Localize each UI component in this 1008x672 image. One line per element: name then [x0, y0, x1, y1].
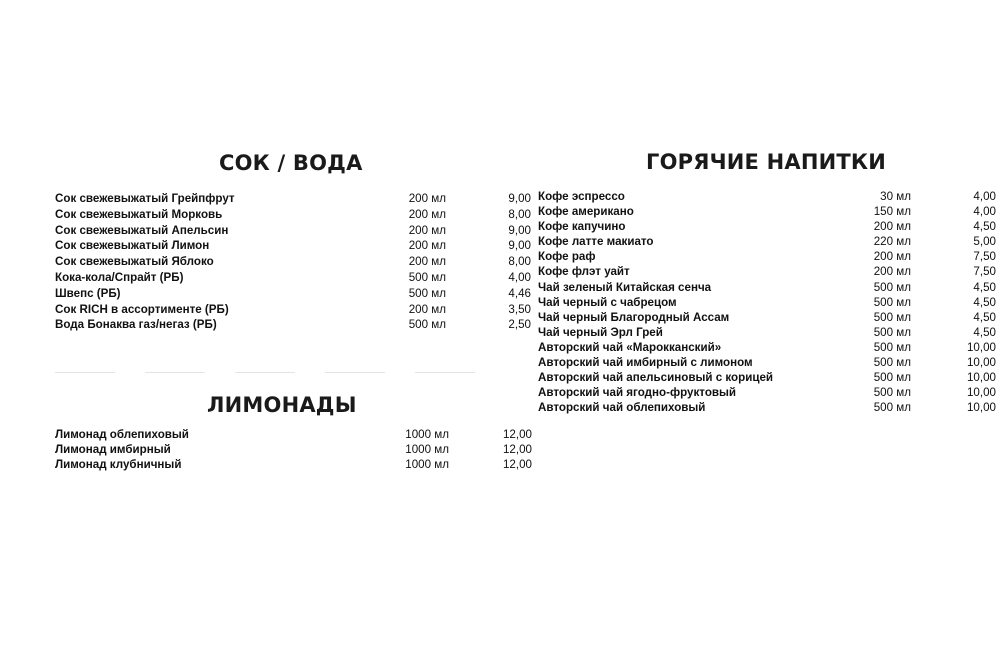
item-volume: 500 мл: [408, 286, 446, 300]
item-volume: 1000 мл: [405, 443, 449, 457]
item-volume: 30 мл: [880, 190, 911, 203]
item-price: 4,50: [973, 325, 996, 339]
menu-item-row: [55, 302, 531, 319]
item-price: 4,50: [973, 220, 996, 234]
item-price: 4,50: [973, 295, 996, 309]
item-name: Чай зеленый Китайская сенча: [538, 280, 712, 294]
item-price: 12,00: [502, 458, 532, 472]
item-name: Сок свежевыжатый Лимон: [55, 239, 210, 253]
item-price: 10,00: [966, 401, 996, 415]
item-name: Чай черный Эрл Грей: [538, 325, 663, 339]
item-price: 5,00: [973, 235, 996, 249]
item-volume: 500 мл: [873, 280, 911, 294]
item-price: 8,00: [508, 255, 531, 269]
lemonade-menu-list: [55, 428, 532, 474]
item-name: Лимонад имбирный: [55, 443, 171, 457]
item-name: Авторский чай апельсиновый с корицей: [538, 371, 774, 385]
item-volume: 200 мл: [873, 250, 911, 264]
item-price: 4,46: [508, 286, 531, 300]
item-price: 8,00: [508, 207, 531, 221]
menu-item-row: [538, 235, 996, 250]
menu-item-row: [55, 223, 531, 240]
menu-item-row: [55, 286, 531, 303]
menu-item-row: [538, 280, 996, 296]
item-price: 4,50: [973, 280, 996, 294]
item-name: Кофе флэт уайт: [538, 265, 630, 279]
item-price: 10,00: [966, 340, 996, 354]
item-price: 4,50: [973, 310, 996, 324]
menu-item-row: [55, 239, 531, 255]
item-name: Швепс (РБ): [55, 286, 121, 300]
item-price: 4,00: [973, 205, 996, 219]
menu-item-row: [55, 458, 532, 473]
item-name: Лимонад клубничный: [55, 458, 182, 472]
item-price: 7,50: [973, 250, 996, 264]
item-volume: 150 мл: [873, 205, 911, 219]
item-volume: 500 мл: [873, 325, 911, 339]
menu-item-row: [55, 192, 531, 208]
item-volume: 500 мл: [873, 295, 911, 309]
item-price: 12,00: [502, 428, 532, 441]
divider: [55, 372, 480, 373]
item-volume: 500 мл: [408, 318, 446, 332]
hot-drinks-menu-list: [538, 190, 996, 416]
item-name: Вода Бонаква газ/негаз (РБ): [55, 318, 217, 332]
item-volume: 500 мл: [873, 310, 911, 324]
item-volume: 500 мл: [873, 340, 911, 354]
menu-item-row: [538, 250, 996, 265]
menu-item-row: [538, 371, 996, 386]
menu-item-row: [538, 401, 996, 416]
menu-item-row: [55, 255, 531, 271]
item-name: Сок свежевыжатый Морковь: [55, 207, 223, 221]
item-volume: 200 мл: [408, 223, 446, 237]
menu-item-row: [538, 205, 996, 220]
item-price: 2,50: [508, 318, 531, 332]
item-name: Кофе американо: [538, 205, 634, 219]
menu-item-row: [55, 443, 532, 458]
item-volume: 500 мл: [408, 270, 446, 284]
item-price: 4,00: [973, 190, 996, 203]
item-price: 3,50: [508, 302, 531, 316]
item-volume: 200 мл: [408, 192, 446, 205]
item-name: Сок RICH в ассортименте (РБ): [55, 302, 229, 316]
item-price: 9,00: [508, 223, 531, 237]
menu-item-row: [538, 220, 996, 235]
menu-item-row: [538, 190, 996, 205]
item-volume: 200 мл: [408, 239, 446, 253]
item-volume: 200 мл: [873, 265, 911, 279]
lemonade-section-title: ЛИМОНАДЫ: [207, 393, 357, 417]
item-name: Авторский чай ягодно-фруктовый: [538, 386, 737, 400]
item-volume: 1000 мл: [405, 458, 449, 472]
menu-item-row: [538, 340, 996, 356]
item-price: 10,00: [966, 386, 996, 400]
menu-item-row: [55, 428, 532, 443]
item-volume: 200 мл: [408, 302, 446, 316]
menu-item-row: [538, 295, 996, 311]
item-volume: 500 мл: [873, 356, 911, 370]
item-volume: 1000 мл: [405, 428, 449, 441]
item-volume: 220 мл: [873, 235, 911, 249]
item-name: Авторский чай «Марокканский»: [538, 340, 722, 354]
item-volume: 500 мл: [873, 371, 911, 385]
item-name: Кофе капучино: [538, 220, 626, 234]
item-name: Чай черный с чабрецом: [538, 295, 677, 309]
item-volume: 200 мл: [873, 220, 911, 234]
item-price: 9,00: [508, 192, 531, 205]
item-volume: 500 мл: [873, 386, 911, 400]
item-name: Чай черный Благородный Ассам: [538, 310, 730, 324]
item-name: Кофе латте макиато: [538, 235, 654, 249]
item-name: Сок свежевыжатый Грейпфрут: [55, 192, 235, 205]
item-name: Кофе раф: [538, 250, 596, 264]
menu-item-row: [538, 310, 996, 326]
item-name: Авторский чай облепиховый: [538, 401, 706, 415]
menu-item-row: [55, 270, 531, 287]
item-name: Авторский чай имбирный с лимоном: [538, 356, 753, 370]
item-price: 12,00: [502, 443, 532, 457]
item-price: 9,00: [508, 239, 531, 253]
item-price: 7,50: [973, 265, 996, 279]
item-name: Лимонад облепиховый: [55, 428, 189, 441]
menu-item-row: [538, 386, 996, 401]
item-name: Кофе эспрессо: [538, 190, 625, 203]
juice-section-title: СОК / ВОДА: [219, 151, 363, 175]
hot-drinks-section-title: ГОРЯЧИЕ НАПИТКИ: [646, 150, 887, 174]
menu-item-row: [55, 207, 531, 224]
item-price: 10,00: [966, 356, 996, 370]
juice-menu-list: [55, 192, 531, 334]
item-volume: 200 мл: [408, 255, 446, 269]
menu-item-row: [55, 318, 531, 334]
item-price: 10,00: [966, 371, 996, 385]
item-name: Сок свежевыжатый Апельсин: [55, 223, 229, 237]
item-volume: 500 мл: [873, 401, 911, 415]
item-price: 4,00: [508, 270, 531, 284]
menu-item-row: [538, 325, 996, 341]
item-name: Кока-кола/Спрайт (РБ): [55, 270, 184, 284]
item-volume: 200 мл: [408, 207, 446, 221]
menu-item-row: [538, 356, 996, 371]
item-name: Сок свежевыжатый Яблоко: [55, 255, 214, 269]
menu-item-row: [538, 265, 996, 280]
